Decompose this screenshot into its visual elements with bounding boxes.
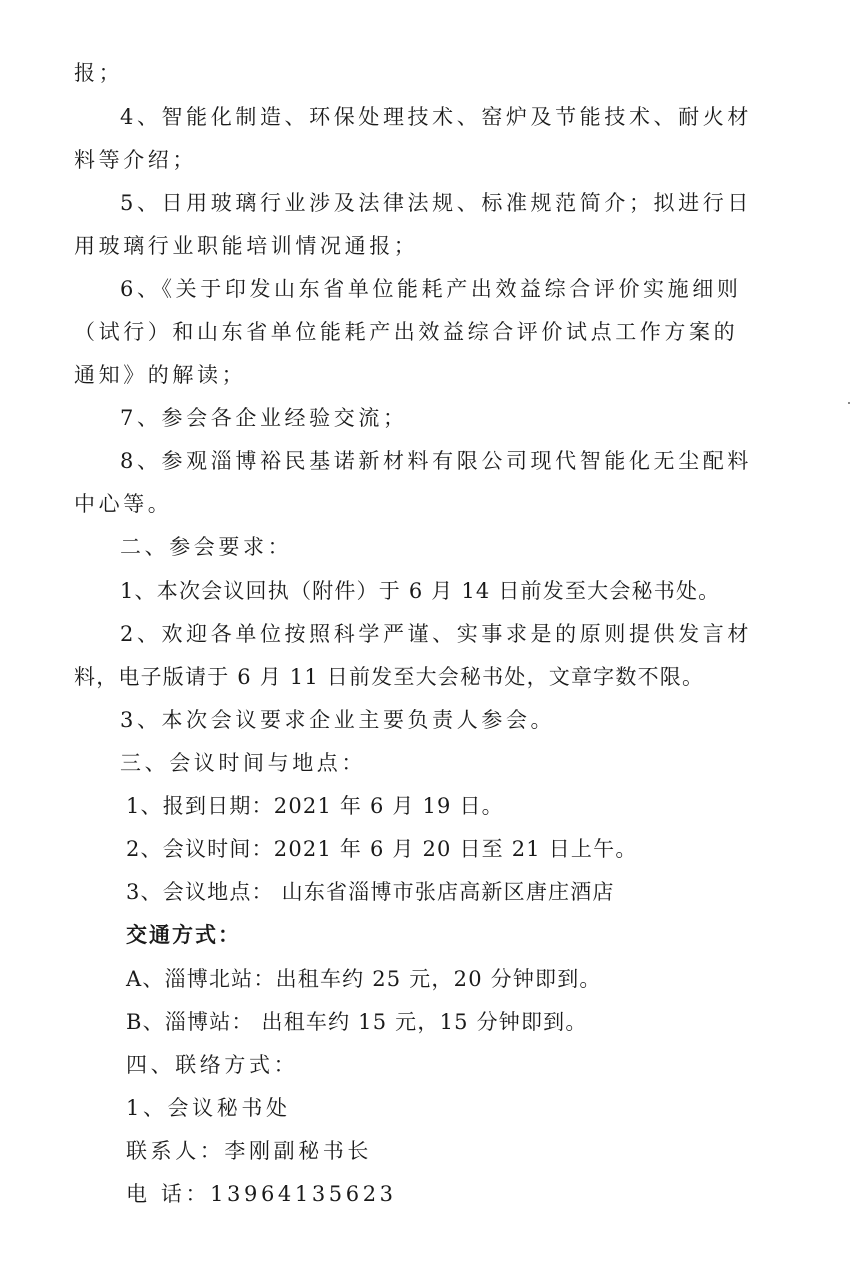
text-line: （试行）和山东省单位能耗产出效益综合评价试点工作方案的 — [74, 320, 739, 344]
text-line: 1、会议秘书处 — [126, 1096, 291, 1120]
text-line: 料等介绍； — [74, 148, 197, 172]
text-line: 3、本次会议要求企业主要负责人参会。 — [120, 708, 556, 732]
text-line: 7、参会各企业经验交流； — [120, 406, 408, 430]
contact-person: 联系人：李刚副秘书长 — [126, 1139, 372, 1163]
section-heading: 四、联络方式： — [126, 1053, 299, 1077]
text-line: 通知》的解读； — [74, 363, 247, 387]
text-line: A、淄博北站：出租车约 25 元，20 分钟即到。 — [126, 967, 602, 991]
text-line: 料，电子版请于 6 月 11 日前发至大会秘书处，文章字数不限。 — [74, 665, 705, 689]
section-heading: 三、会议时间与地点： — [120, 751, 366, 775]
contact-phone: 电 话：13964135623 — [126, 1182, 397, 1206]
text-line: 2、欢迎各单位按照科学严谨、实事求是的原则提供发言材 — [120, 622, 752, 646]
text-line: 8、参观淄博裕民基诺新材料有限公司现代智能化无尘配料 — [120, 449, 752, 473]
text-line: 1、本次会议回执（附件）于 6 月 14 日前发至大会秘书处。 — [120, 579, 721, 603]
text-line: 用玻璃行业职能培训情况通报； — [74, 234, 419, 258]
text-line: 3、会议地点： 山东省淄博市张店高新区唐庄酒店 — [126, 880, 615, 904]
text-line: 1、报到日期：2021 年 6 月 19 日。 — [126, 794, 504, 818]
text-line: B、淄博站： 出租车约 15 元，15 分钟即到。 — [126, 1010, 588, 1034]
text-line: 报； — [74, 61, 124, 85]
transport-heading: 交通方式： — [126, 923, 241, 947]
text-line: 2、会议时间：2021 年 6 月 20 日至 21 日上午。 — [126, 837, 638, 861]
text-line: 5、日用玻璃行业涉及法律法规、标准规范简介；拟进行日 — [120, 191, 752, 215]
section-heading: 二、参会要求： — [120, 535, 293, 559]
text-line: 6、《关于印发山东省单位能耗产出效益综合评价实施细则 — [120, 277, 742, 301]
text-line: 中心等。 — [74, 492, 173, 516]
text-line: 4、智能化制造、环保处理技术、窑炉及节能技术、耐火材 — [120, 105, 752, 129]
scan-speck — [848, 402, 850, 404]
